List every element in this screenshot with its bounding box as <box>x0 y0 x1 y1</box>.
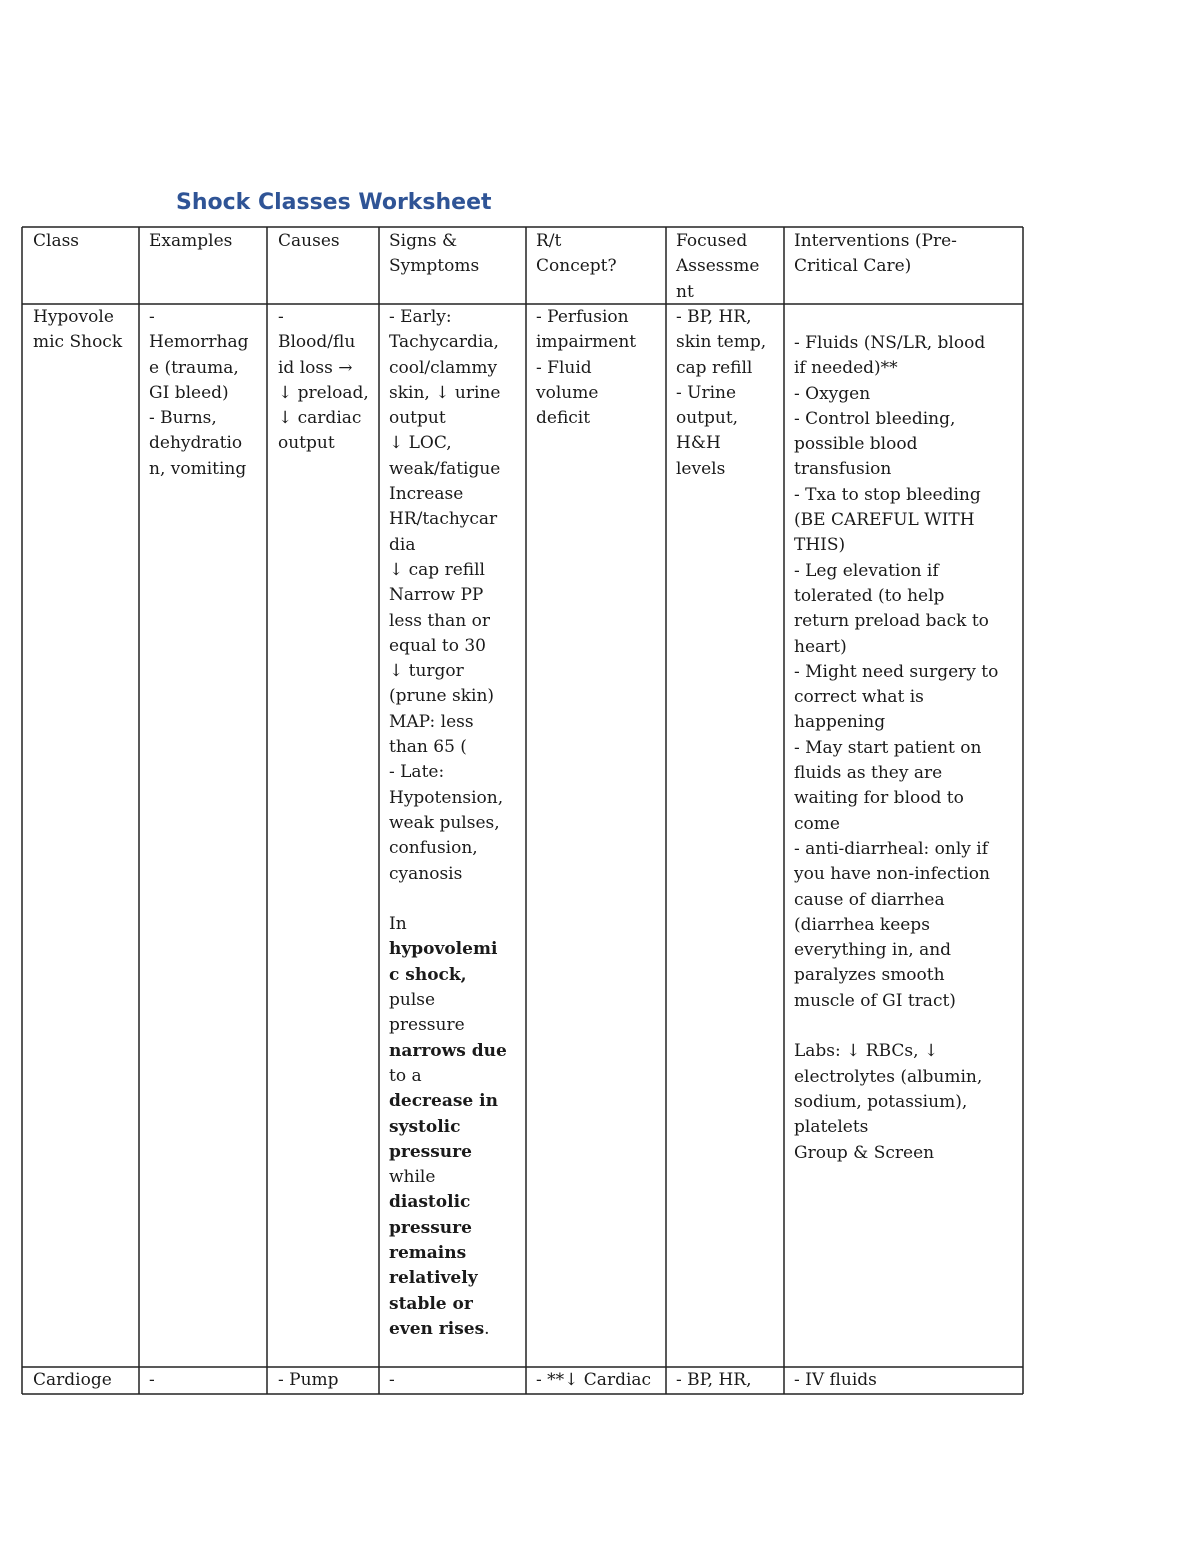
header-class: Class <box>33 231 80 251</box>
row-cardiogenic-examples: - <box>149 1370 155 1390</box>
row-cardiogenic-concept: - **↓ Cardiac <box>536 1370 652 1390</box>
document-title: Shock Classes Worksheet <box>176 190 492 215</box>
header-interventions: Interventions (Pre- Critical Care) <box>794 231 957 277</box>
signs-bold-term: hypovolemi c shock, <box>389 939 498 985</box>
header-focused-assessment: Focused Assessme nt <box>676 231 760 302</box>
row-hypovolemic-concept: - Perfusion impairment - Fluid volume deficit <box>536 307 637 429</box>
header-examples: Examples <box>149 231 233 251</box>
signs-text: . <box>484 1318 490 1339</box>
signs-text: pulse pressure <box>389 990 465 1036</box>
row-cardiogenic-assessment: - BP, HR, <box>676 1370 752 1390</box>
signs-text: to a <box>389 1065 422 1086</box>
signs-bold-term: narrows due <box>389 1040 507 1061</box>
row-cardiogenic-causes: - Pump <box>278 1370 339 1390</box>
row-hypovolemic-assessment: - BP, HR, skin temp, cap refill - Urine output, H&H levels <box>676 307 767 479</box>
row-cardiogenic-signs: - <box>389 1370 395 1390</box>
row-hypovolemic-class: Hypovole mic Shock <box>33 307 123 353</box>
header-rt-concept: R/t Concept? <box>536 231 617 277</box>
row-hypovolemic-interventions: - Fluids (NS/LR, blood if needed)** - Oxygen - Control bleeding, possible blood transfusion - Txa to stop bleeding (BE CAREFUL WITH THIS) - Leg elevation if tolerated (to help return preload back to heart) - Might need surgery to correct what is happening - May start patient on fluids as they are waiting for blood to come - anti-diarrheal: only if you have non-infection cause of diarrhea (diarrhea keeps everything in, and paralyzes smooth muscle of GI tract) Labs: ↓ RBCs, ↓ electrolytes (albumin, sodium, potassium), platelets Group & Screen <box>794 333 999 1163</box>
header-signs-symptoms: Signs & Symptoms <box>389 231 480 277</box>
row-hypovolemic-causes: - Blood/flu id loss → ↓ preload, ↓ cardiac output <box>278 307 369 454</box>
row-cardiogenic-interventions: - IV fluids <box>794 1370 877 1390</box>
row-hypovolemic-signs <box>389 305 521 1342</box>
row-cardiogenic-class: Cardioge <box>33 1370 112 1390</box>
signs-text: while <box>389 1167 436 1188</box>
signs-text: - Early: Tachycardia, cool/clammy skin, ↓ urine output ↓ LOC, weak/fatigue Increase HR/tachycar dia ↓ cap refill Narrow PP less than or equal to 30 ↓ turgor (prune skin) MAP: less than 65 ( - Late: Hypotension, weak pulses, confusion, cyanosis In <box>389 307 504 935</box>
row-hypovolemic-examples: - Hemorrhag e (trauma, GI bleed) - Burns, dehydratio n, vomiting <box>149 307 249 479</box>
signs-bold-term: decrease in systolic pressure <box>389 1091 498 1162</box>
header-causes: Causes <box>278 231 340 251</box>
signs-bold-term: diastolic pressure remains relatively stable or even rises <box>389 1192 485 1339</box>
